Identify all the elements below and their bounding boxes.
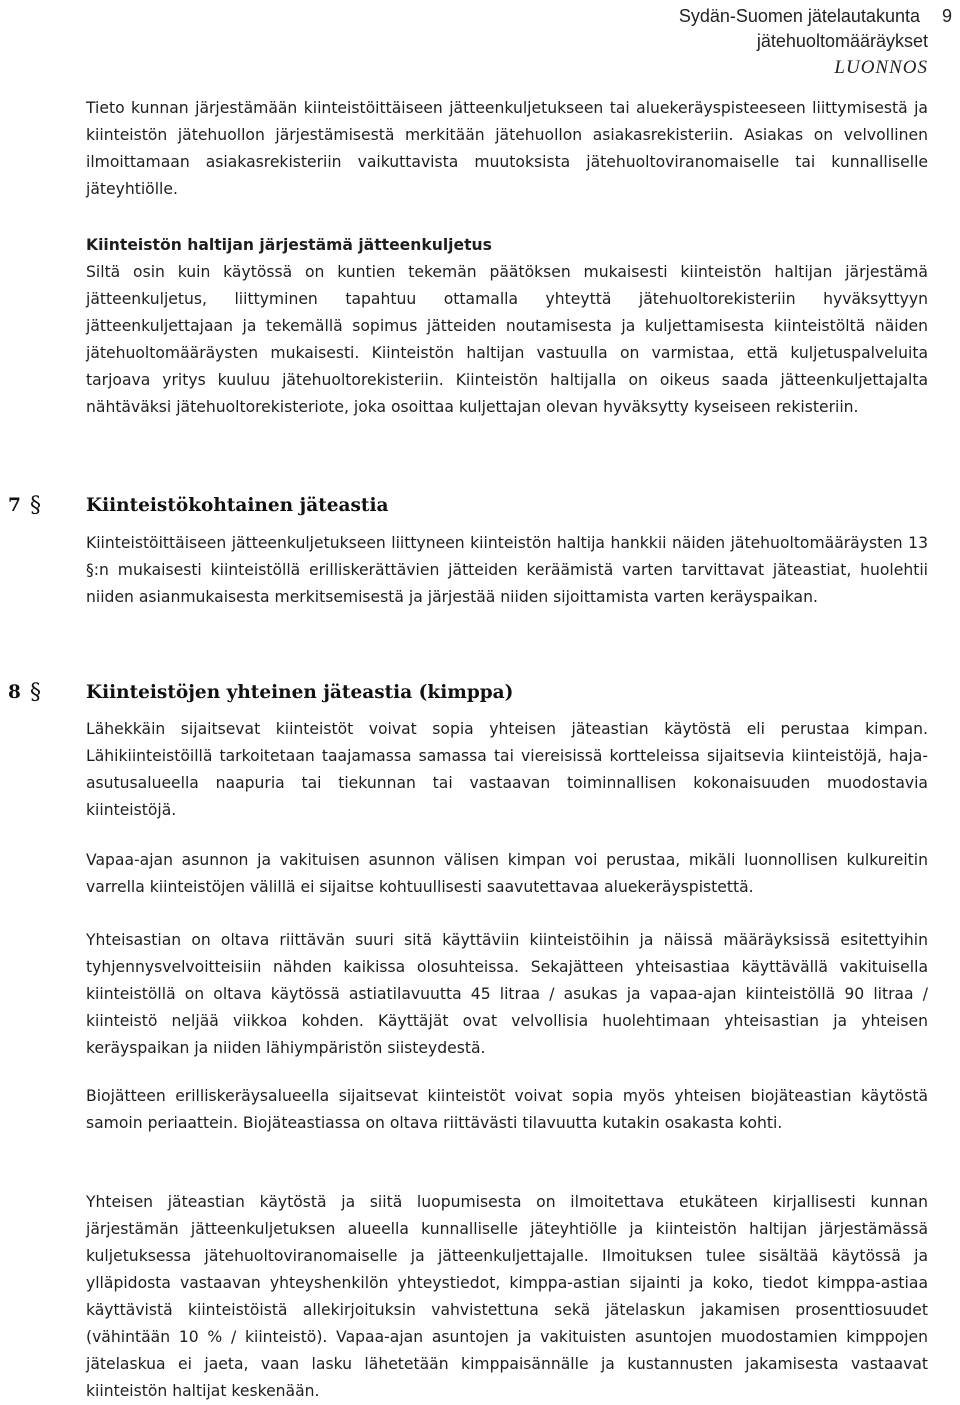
subsection-block xyxy=(86,232,928,421)
subsection-paragraph: Siltä osin kuin käytössä on kuntien tekemän päätöksen mukaisesti kiinteistön haltijan järjestämä jätteenkuljetus, liittyminen tapahtuu ottamalla yhteyttä jätehuoltorekisteriin hyväksyttyyn jätteenkuljettajaan ja tekemällä sopimus jätteiden noutamisesta ja kuljettamisesta kiinteistöltä näiden jätehuoltomääräysten mukaisesti. Kiinteistön haltijan vastuulla on varmistaa, että kuljetuspalveluita tarjoava yritys kuuluu jätehuoltorekisteriin. Kiinteistön haltijalla on oikeus saada jätteenkuljettajalta nähtäväksi jätehuoltorekisteriote, joka osoittaa kuljettajan olevan hyväksytty kyseiseen rekisteriin. xyxy=(86,263,928,416)
section-8-paragraph-1-block xyxy=(86,716,928,824)
section-8-number: 8 xyxy=(8,682,21,703)
section-8-paragraph-5-block xyxy=(86,1189,928,1405)
section-8-paragraph-2-block xyxy=(86,847,928,901)
intro-paragraph: Tieto kunnan järjestämään kiinteistöittäiseen jätteenkuljetukseen tai aluekeräyspisteeseen liittymisestä ja kiinteistön jätehuollon järjestämisestä merkitään jätehuollon asiakasrekisteriin. Asiakas on velvollinen ilmoittamaan asiakasrekisteriin vaikuttavista muutoksista jätehuoltoviranomaiselle tai kunnalliselle jäteyhtiölle. xyxy=(86,99,928,198)
header-draft-status: LUONNOS xyxy=(834,57,928,78)
section-8-paragraph: Biojätteen erilliskeräysalueella sijaitsevat kiinteistöt voivat sopia myös yhteisen biojäteastian käytöstä samoin periaattein. Biojäteastiassa on oltava riittävästi tilavuutta kutakin osakasta kohti. xyxy=(86,1087,928,1132)
section-8-symbol: § xyxy=(30,680,41,705)
section-8-paragraph: Vapaa-ajan asunnon ja vakituisen asunnon välisen kimpan voi perustaa, mikäli luonnollisen kulkureitin varrella kiinteistöjen välillä ei sijaitse kohtuullisesti saavutettavaa aluekeräyspistettä. xyxy=(86,851,928,896)
section-7-symbol: § xyxy=(30,493,41,518)
section-8-title: Kiinteistöjen yhteinen jäteastia (kimppa) xyxy=(86,682,514,703)
section-8-paragraph: Yhteisen jäteastian käytöstä ja siitä luopumisesta on ilmoitettava etukäteen kirjallisesti kunnan järjestämän jätteenkuljetuksen alueella kunnalliselle jäteyhtiölle ja kiinteistön haltijan järjestämässä kuljetuksessa jätehuoltoviranomaiselle ja jätteenkuljettajalle. Ilmoituksen tulee sisältää käytössä ja ylläpidosta vastaavan yhteyshenkilön yhteystiedot, kimppa-astian sijainti ja koko, tiedot kimppa-astiaa käyttävistä kiinteistöistä allekirjoituksin vahvistettuna sekä jätelaskun jakamisen prosenttiosuudet (vähintään 10 % / kiinteistö). Vapaa-ajan asuntojen ja vakituisten asuntojen muodostamien kimppojen jätelaskua ei jaeta, vaan lasku lähetetään kimppaisännälle ja kustannusten jakamisesta vastaavat kiinteistön haltijat keskenään. xyxy=(86,1193,928,1400)
section-8-paragraph: Yhteisastian on oltava riittävän suuri sitä käyttäviin kiinteistöihin ja näissä määräyksissä esitettyihin tyhjennysvelvoitteisiin nähden kaikissa olosuhteissa. Sekajätteen yhteisastiaa käyttävällä vakituisella kiinteistöllä on oltava käytössä astiatilavuutta 45 litraa / asukas ja vapaa-ajan kiinteistöllä 90 litraa / kiinteistö neljää viikkoa kohden. Käyttäjät ovat velvollisia huolehtimaan yhteisastian ja yhteisen keräyspaikan ja niiden lähiympäristön siisteydestä. xyxy=(86,931,928,1057)
subsection-heading: Kiinteistön haltijan järjestämä jätteenkuljetus xyxy=(86,236,492,254)
header-document-title: jätehuoltomääräykset xyxy=(756,31,928,51)
section-8-paragraph: Lähekkäin sijaitsevat kiinteistöt voivat sopia yhteisen jäteastian käytöstä eli perustaa kimpan. Lähikiinteistöillä tarkoitetaan taajamassa samassa tai viereisissä kortteleissa sijaitsevia kiinteistöjä, haja-asutusalueella naapuria tai tiekunnan tai vastaavan toiminnallisen kokonaisuuden muodostavia kiinteistöjä. xyxy=(86,720,928,819)
section-7-number: 7 xyxy=(8,495,21,516)
page-number: 9 xyxy=(941,6,952,26)
header-organization: Sydän-Suomen jätelautakunta xyxy=(678,6,920,26)
page-header xyxy=(679,4,952,81)
section-8-paragraph-4-block xyxy=(86,1083,928,1137)
section-7-paragraph: Kiinteistöittäiseen jätteenkuljetukseen liittyneen kiinteistön haltija hankkii näiden jätehuoltomääräysten 13 §:n mukaisesti kiinteistöllä erilliskerättävien jätteiden keräämistä varten tarvittavat jäteastiat, huolehtii niiden asianmukaisesta merkitsemisestä ja järjestää niiden sijoittamista varten keräyspaikan. xyxy=(86,534,928,606)
section-7-title: Kiinteistökohtainen jäteastia xyxy=(86,495,389,516)
intro-block xyxy=(86,95,928,203)
section-7-body xyxy=(86,530,928,611)
section-8-paragraph-3-block xyxy=(86,927,928,1062)
header-row-organization xyxy=(679,4,952,29)
